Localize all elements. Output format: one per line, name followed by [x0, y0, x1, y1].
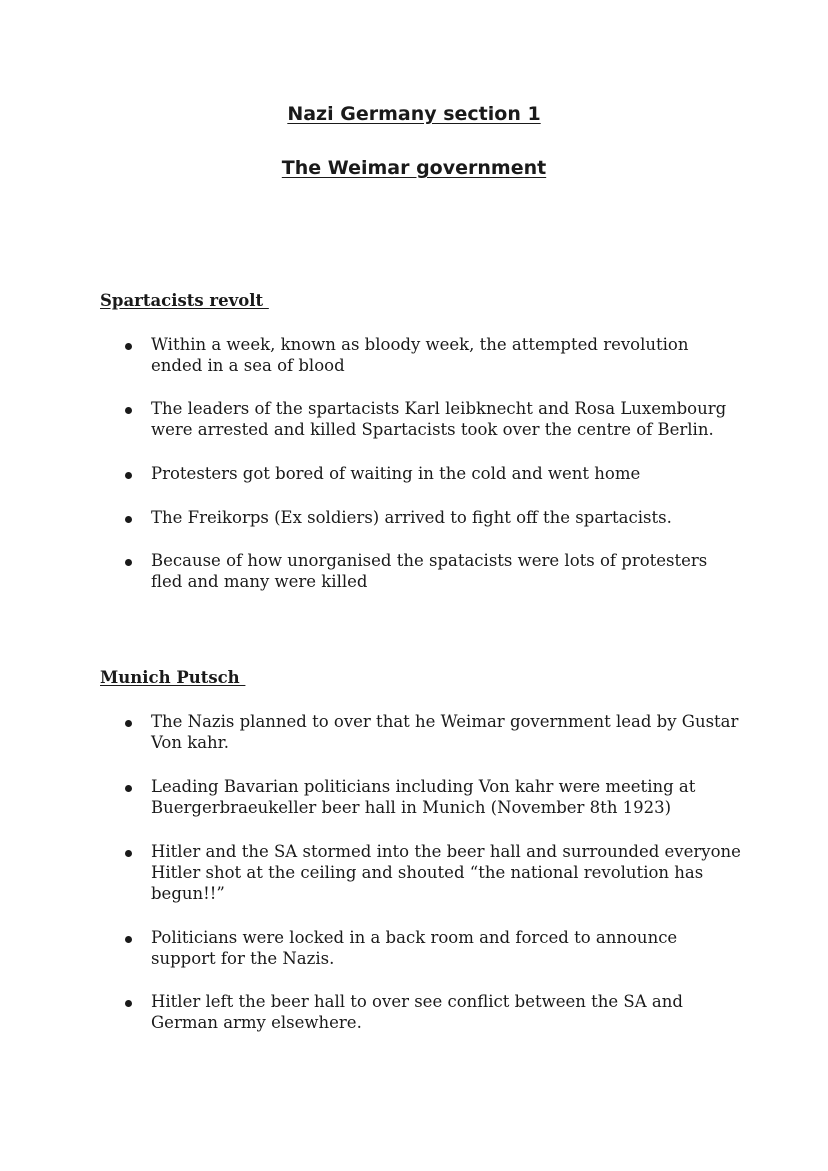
bullet-icon	[125, 785, 132, 792]
bullet-text: Within a week, known as bloody week, the attempted revolution ended in a sea of blood	[151, 335, 689, 375]
page-subtitle: The Weimar government	[281, 157, 547, 179]
bullet-icon	[125, 559, 132, 566]
bullet-text: Hitler and the SA stormed into the beer hall and surrounded everyone Hitler shot at the ceiling and shouted “the national revolution has begun!!”	[151, 842, 741, 903]
bullet-icon	[125, 343, 132, 350]
bullet-icon	[125, 516, 132, 523]
bullet-text: Because of how unorganised the spatacists were lots of protesters fled and many were killed	[151, 551, 708, 591]
bullet-text: Leading Bavarian politicians including Von kahr were meeting at Buergerbraeukeller beer hall in Munich (November 8th 1923)	[151, 777, 696, 817]
bullet-text: Hitler left the beer hall to over see conflict between the SA and German army elsewhere.	[151, 992, 683, 1032]
bullet-icon	[125, 936, 132, 943]
section-heading-spartacists-revolt: Spartacists revolt	[100, 291, 269, 310]
bullet-icon	[125, 472, 132, 479]
section-heading-munich-putsch: Munich Putsch	[100, 668, 246, 687]
bullet-icon	[125, 1000, 132, 1007]
bullet-text: Politicians were locked in a back room and forced to announce support for the Nazis.	[151, 928, 678, 968]
page-title: Nazi Germany section 1	[287, 103, 541, 125]
bullet-icon	[125, 720, 132, 727]
bullet-text: Protesters got bored of waiting in the cold and went home	[151, 464, 641, 483]
bullet-icon	[125, 407, 132, 414]
bullet-icon	[125, 850, 132, 857]
bullet-text: The Freikorps (Ex soldiers) arrived to fight off the spartacists.	[151, 508, 672, 527]
bullet-text: The Nazis planned to over that he Weimar government lead by Gustar Von kahr.	[151, 712, 739, 752]
bullet-text: The leaders of the spartacists Karl leibknecht and Rosa Luxembourg were arrested and killed Spartacists took over the centre of Berlin.	[151, 399, 727, 439]
